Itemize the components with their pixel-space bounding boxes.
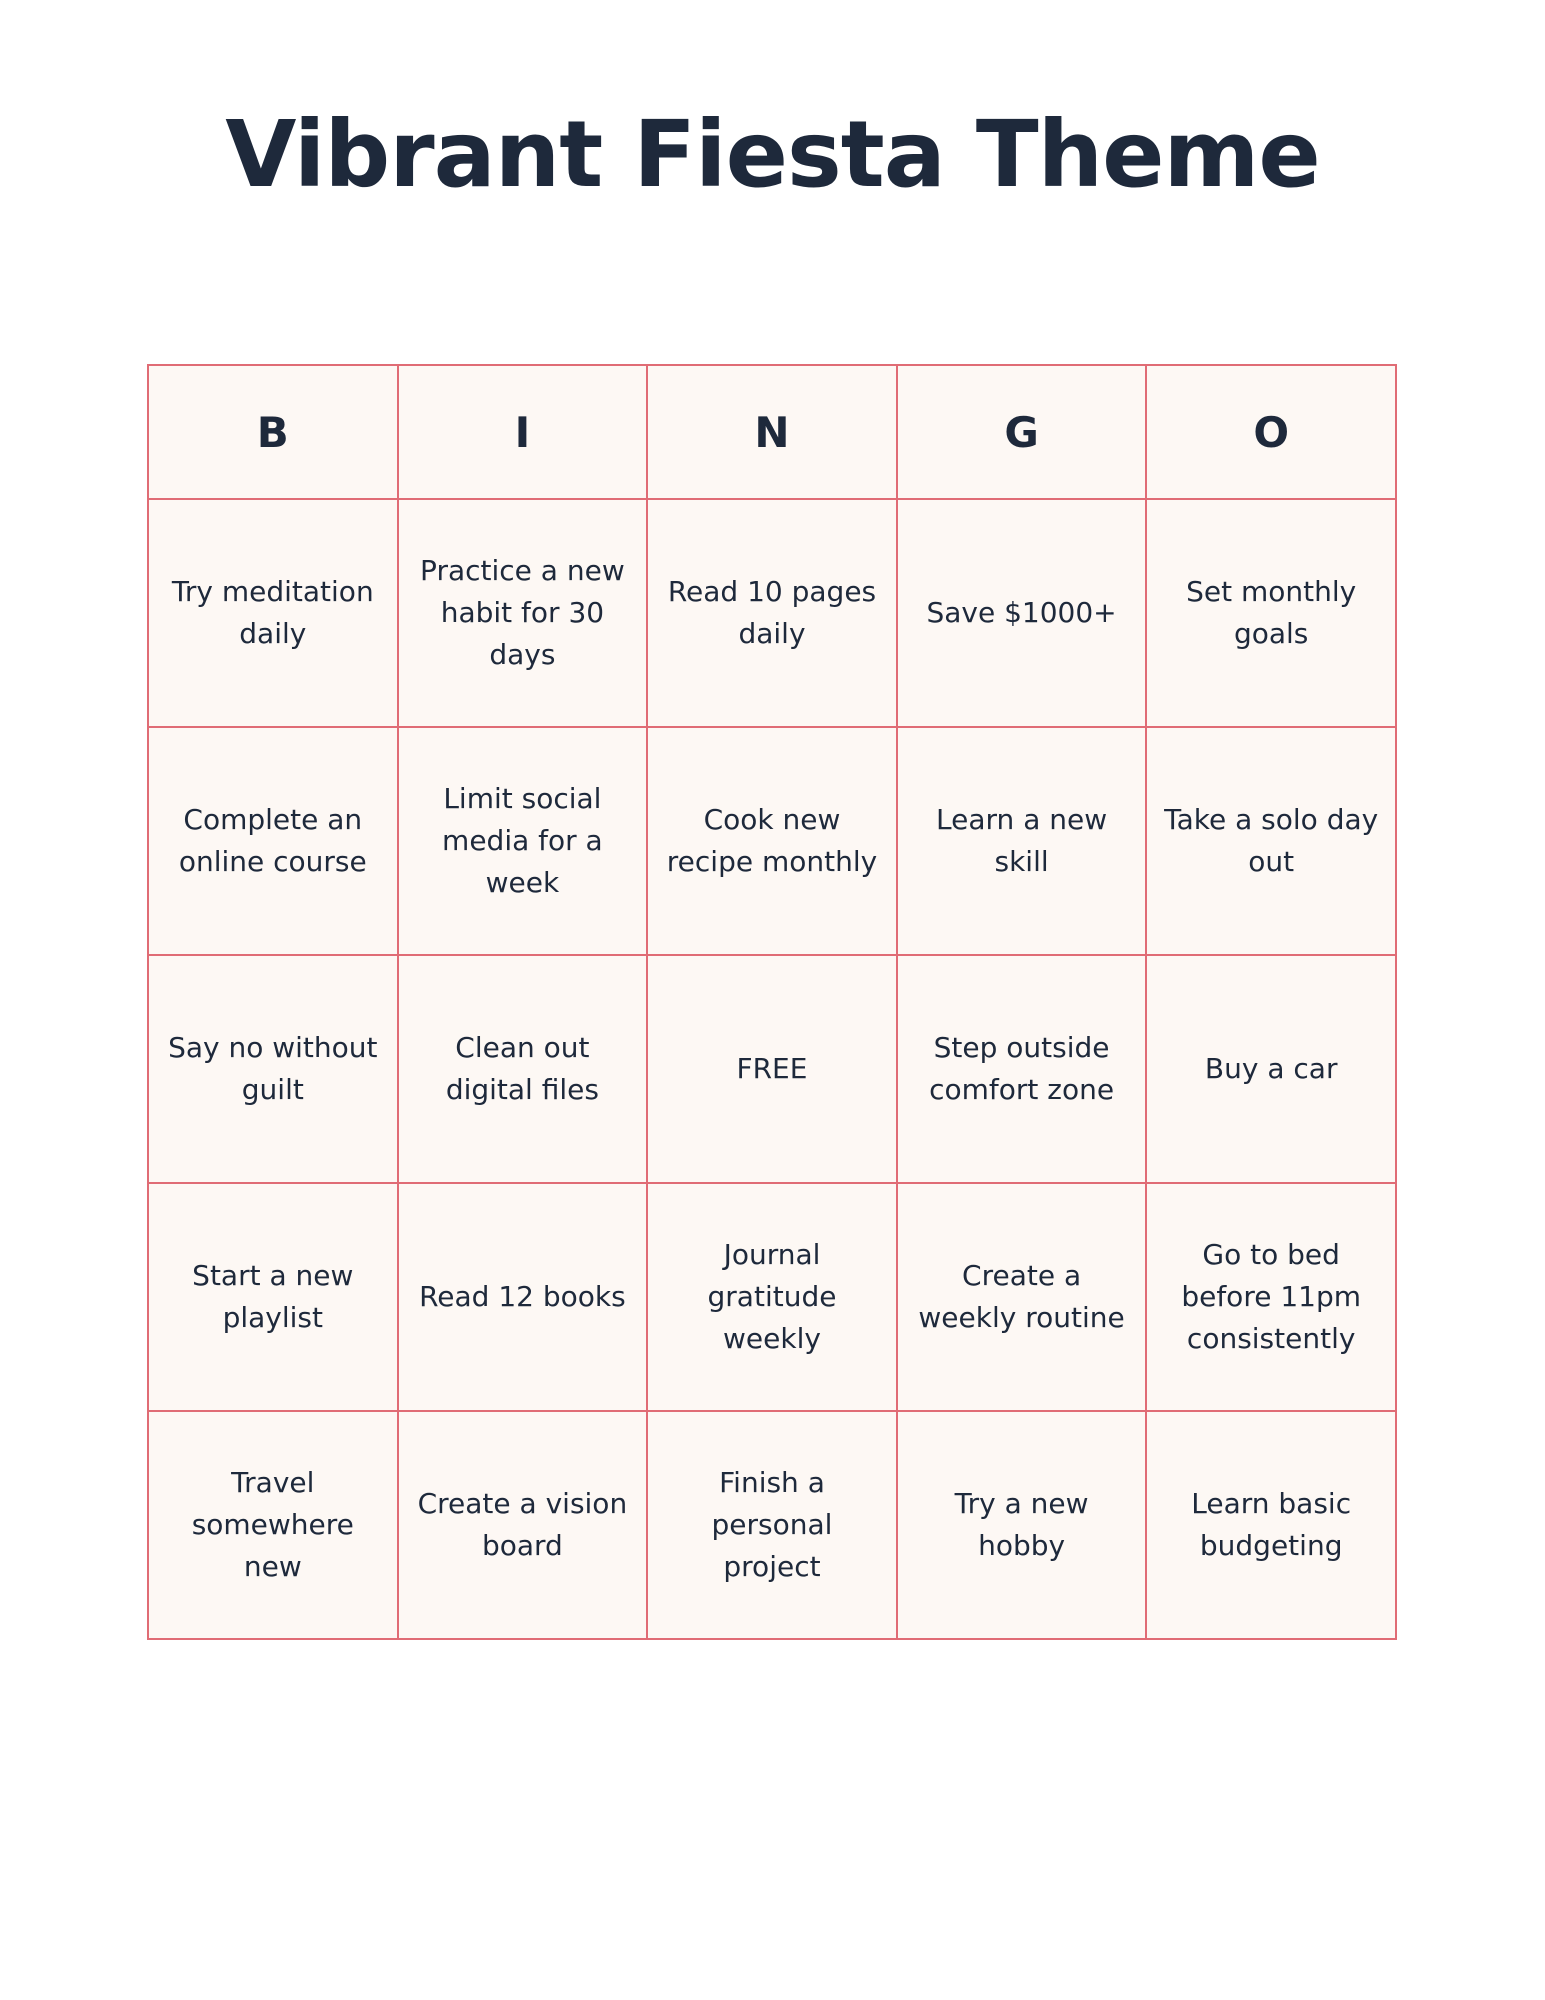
- bingo-board: [147, 364, 1397, 1640]
- bingo-cell: Step outside comfort zone: [897, 955, 1147, 1183]
- page-title: Vibrant Fiesta Theme: [225, 101, 1320, 208]
- header-b: B: [148, 365, 398, 499]
- bingo-cell: Start a new playlist: [148, 1183, 398, 1411]
- bingo-cell: Save $1000+: [897, 499, 1147, 727]
- bingo-cell: Read 10 pages daily: [647, 499, 897, 727]
- bingo-cell: Learn a new skill: [897, 727, 1147, 955]
- bingo-cell: Try meditation daily: [148, 499, 398, 727]
- bingo-cell: Journal gratitude weekly: [647, 1183, 897, 1411]
- bingo-cell: Learn basic budgeting: [1146, 1411, 1396, 1639]
- header-n: N: [647, 365, 897, 499]
- bingo-cell: Clean out digital files: [398, 955, 648, 1183]
- bingo-cell: Go to bed before 11pm consistently: [1146, 1183, 1396, 1411]
- bingo-cell: Buy a car: [1146, 955, 1396, 1183]
- bingo-cell: Set monthly goals: [1146, 499, 1396, 727]
- bingo-cell: Create a vision board: [398, 1411, 648, 1639]
- header-i: I: [398, 365, 648, 499]
- bingo-cell: Take a solo day out: [1146, 727, 1396, 955]
- bingo-cell: Practice a new habit for 30 days: [398, 499, 648, 727]
- bingo-cell: Create a weekly routine: [897, 1183, 1147, 1411]
- header-g: G: [897, 365, 1147, 499]
- bingo-header-row: [148, 365, 1396, 499]
- bingo-cell: Finish a personal project: [647, 1411, 897, 1639]
- bingo-free-cell: FREE: [647, 955, 897, 1183]
- bingo-cell: Try a new hobby: [897, 1411, 1147, 1639]
- bingo-cell: Travel somewhere new: [148, 1411, 398, 1639]
- bingo-row: [148, 1183, 1396, 1411]
- bingo-cell: Complete an online course: [148, 727, 398, 955]
- bingo-cell: Say no without guilt: [148, 955, 398, 1183]
- bingo-row: [148, 955, 1396, 1183]
- bingo-cell: Cook new recipe monthly: [647, 727, 897, 955]
- header-o: O: [1146, 365, 1396, 499]
- bingo-row: [148, 1411, 1396, 1639]
- bingo-row: [148, 727, 1396, 955]
- bingo-row: [148, 499, 1396, 727]
- bingo-cell: Read 12 books: [398, 1183, 648, 1411]
- bingo-cell: Limit social media for a week: [398, 727, 648, 955]
